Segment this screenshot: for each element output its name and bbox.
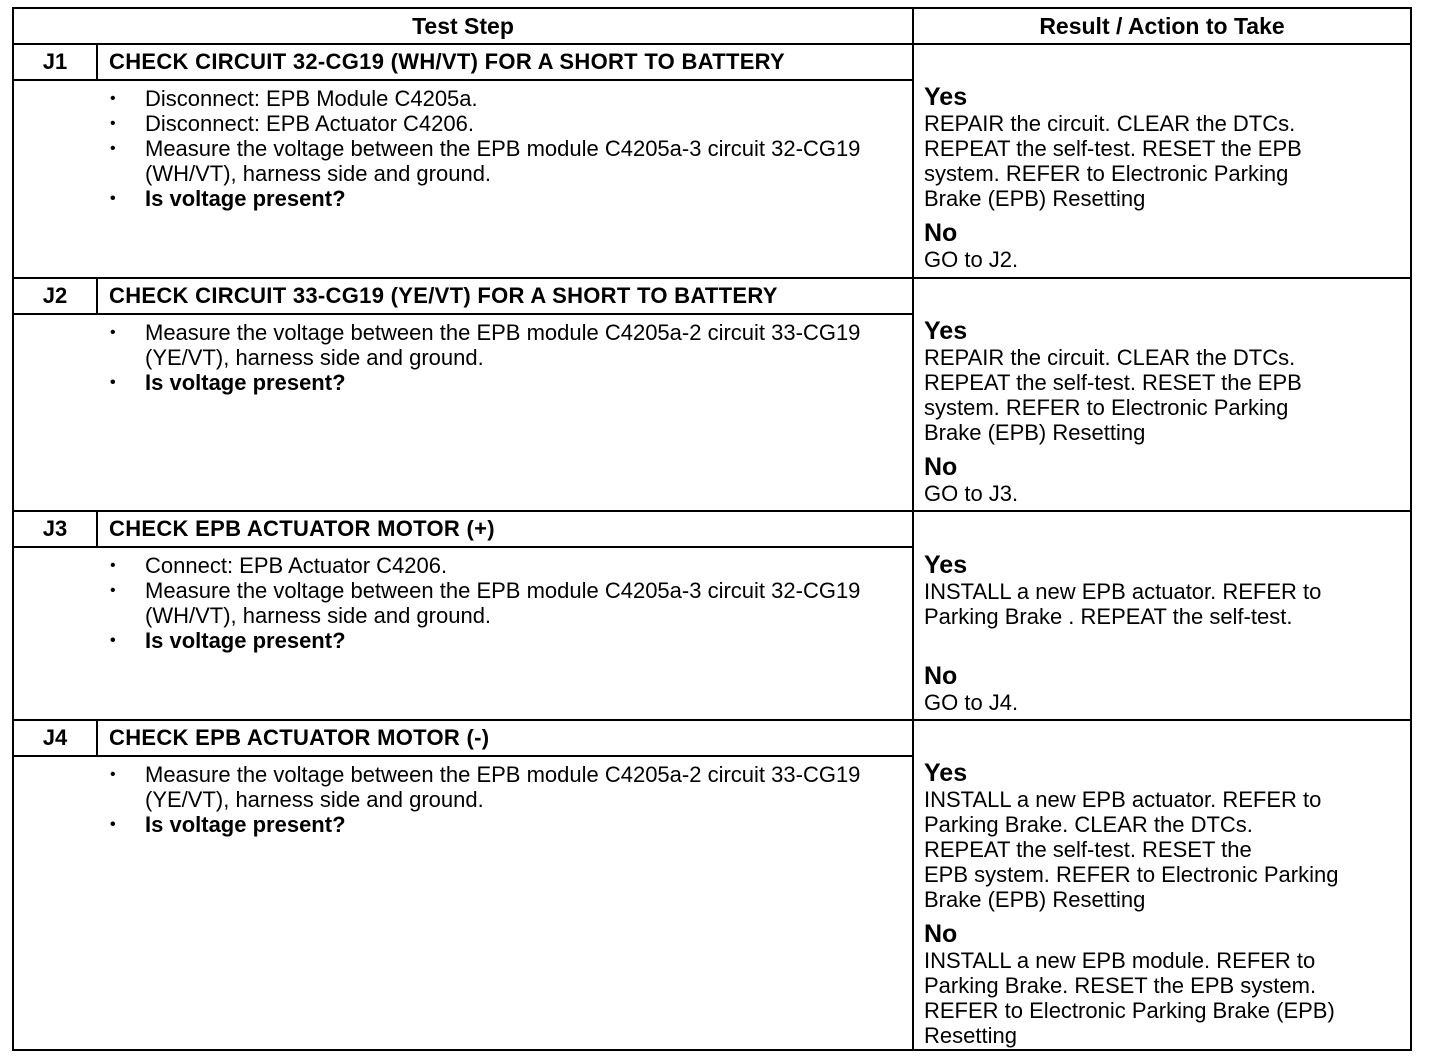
step-result <box>924 83 1404 272</box>
step-instructions <box>102 762 892 837</box>
step-id-divider <box>96 721 98 755</box>
no-action: INSTALL a new EPB module. REFER to Parking Brake. RESET the EPB system. REFER to Electronic Parking Brake (EPB) Resetting <box>924 948 1335 1048</box>
title-divider <box>14 546 912 548</box>
title-divider <box>14 79 912 81</box>
step-id-divider <box>96 45 98 79</box>
step-instructions <box>102 553 892 653</box>
step-result <box>924 551 1404 715</box>
yes-label: Yes <box>924 317 968 345</box>
yes-label: Yes <box>924 759 968 787</box>
instruction-item: • Measure the voltage between the EPB module C4205a-3 circuit 32-CG19 (WH/VT), harness side and ground. <box>102 578 892 628</box>
step-id-divider <box>96 279 98 313</box>
no-action: GO to J2. <box>924 247 1019 272</box>
step-result <box>924 759 1404 1048</box>
no-label: No <box>924 920 958 948</box>
no-action: GO to J4. <box>924 690 1019 715</box>
no-label: No <box>924 219 958 247</box>
yes-action: INSTALL a new EPB actuator. REFER to Parking Brake . REPEAT the self-test. <box>924 579 1322 629</box>
question-item: • Is voltage present? <box>102 812 892 837</box>
instruction-item: • Measure the voltage between the EPB module C4205a-2 circuit 33-CG19 (YE/VT), harness side and ground. <box>102 320 892 370</box>
yes-action: REPAIR the circuit. CLEAR the DTCs. REPEAT the self-test. RESET the EPB system. REFER to Electronic Parking Brake (EPB) Resetting <box>924 111 1302 211</box>
instruction-item: • Measure the voltage between the EPB module C4205a-3 circuit 32-CG19 (WH/VT), harness side and ground. <box>102 136 892 186</box>
step-id: J2 <box>42 283 68 308</box>
step-title: CHECK EPB ACTUATOR MOTOR (-) <box>109 725 490 750</box>
yes-action: REPAIR the circuit. CLEAR the DTCs. REPEAT the self-test. RESET the EPB system. REFER to Electronic Parking Brake (EPB) Resetting <box>924 345 1302 445</box>
question-item: • Is voltage present? <box>102 628 892 653</box>
step-id: J3 <box>42 516 68 541</box>
header-result-action: Result / Action to Take <box>1039 12 1285 39</box>
step-title: CHECK CIRCUIT 33-CG19 (YE/VT) FOR A SHORT TO BATTERY <box>109 283 778 308</box>
yes-label: Yes <box>924 551 968 579</box>
step-title: CHECK EPB ACTUATOR MOTOR (+) <box>109 516 495 541</box>
yes-action: INSTALL a new EPB actuator. REFER to Parking Brake. CLEAR the DTCs. REPEAT the self-test. RESET the EPB system. REFER to Electronic Parking Brake (EPB) Resetting <box>924 787 1339 912</box>
step-id: J1 <box>42 49 68 74</box>
column-divider <box>912 9 914 1049</box>
step-instructions <box>102 86 892 211</box>
step-id-divider <box>96 512 98 546</box>
step-title: CHECK CIRCUIT 32-CG19 (WH/VT) FOR A SHORT TO BATTERY <box>109 49 786 74</box>
step-result <box>924 317 1404 506</box>
question-item: • Is voltage present? <box>102 186 892 211</box>
diagnostic-table <box>12 7 1412 1051</box>
header-test-step: Test Step <box>412 12 514 39</box>
instruction-item: • Connect: EPB Actuator C4206. <box>102 553 892 578</box>
instruction-item: • Disconnect: EPB Actuator C4206. <box>102 111 892 136</box>
no-label: No <box>924 662 958 690</box>
no-label: No <box>924 453 958 481</box>
no-action: GO to J3. <box>924 481 1019 506</box>
step-id: J4 <box>42 725 68 750</box>
yes-label: Yes <box>924 83 968 111</box>
title-divider <box>14 313 912 315</box>
question-item: • Is voltage present? <box>102 370 892 395</box>
step-instructions <box>102 320 892 395</box>
instruction-item: • Disconnect: EPB Module C4205a. <box>102 86 892 111</box>
title-divider <box>14 755 912 757</box>
instruction-item: • Measure the voltage between the EPB module C4205a-2 circuit 33-CG19 (YE/VT), harness side and ground. <box>102 762 892 812</box>
